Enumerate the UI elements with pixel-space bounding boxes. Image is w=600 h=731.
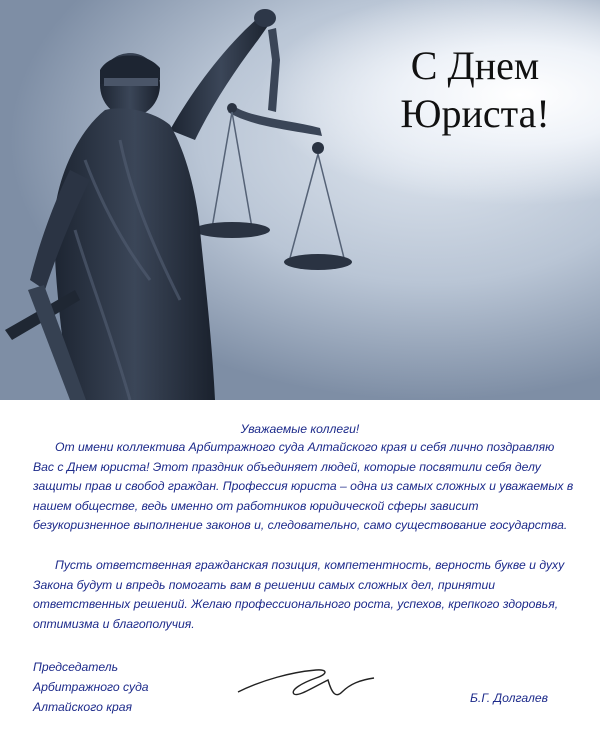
signer-title-line-3: Алтайского края [33,700,133,714]
signer-title-line-1: Председатель [33,660,119,674]
greeting-line-2: Юриста! [400,91,550,136]
handwritten-signature [232,658,382,704]
letter-paragraph-2: Пусть ответственная гражданская позиция, компетентность, верность букве и духу Закона будут и впредь помогать вам в решении самых сложных дел, принятии ответственных решений. Желаю профессионального роста, успехов, крепкого здоровья, оптимизма и благополучия. [33,558,565,631]
greeting-line-1: С Днем [410,43,540,88]
signer-name: Б.Г. Долгалев [470,691,548,705]
signer-title [33,657,233,717]
salutation: Уважаемые коллеги! [240,422,360,436]
congratulation-letter [0,400,600,731]
greeting-title [360,42,590,138]
signer-title-line-2: Арбитражного суда [33,680,149,694]
letter-paragraph-1: От имени коллектива Арбитражного суда Алтайского края и себя лично поздравляю Вас с Днем юриста! Этот праздник объединяет людей, которые посвятили себя делу защиты прав и свобод граждан. Профессия юриста – одна из самых сложных и уважаемых в нашем обществе, ведь именно от работников юридической сферы зависит безукоризненное выполнение законов и, следовательно, само существование государства. [33,440,574,533]
